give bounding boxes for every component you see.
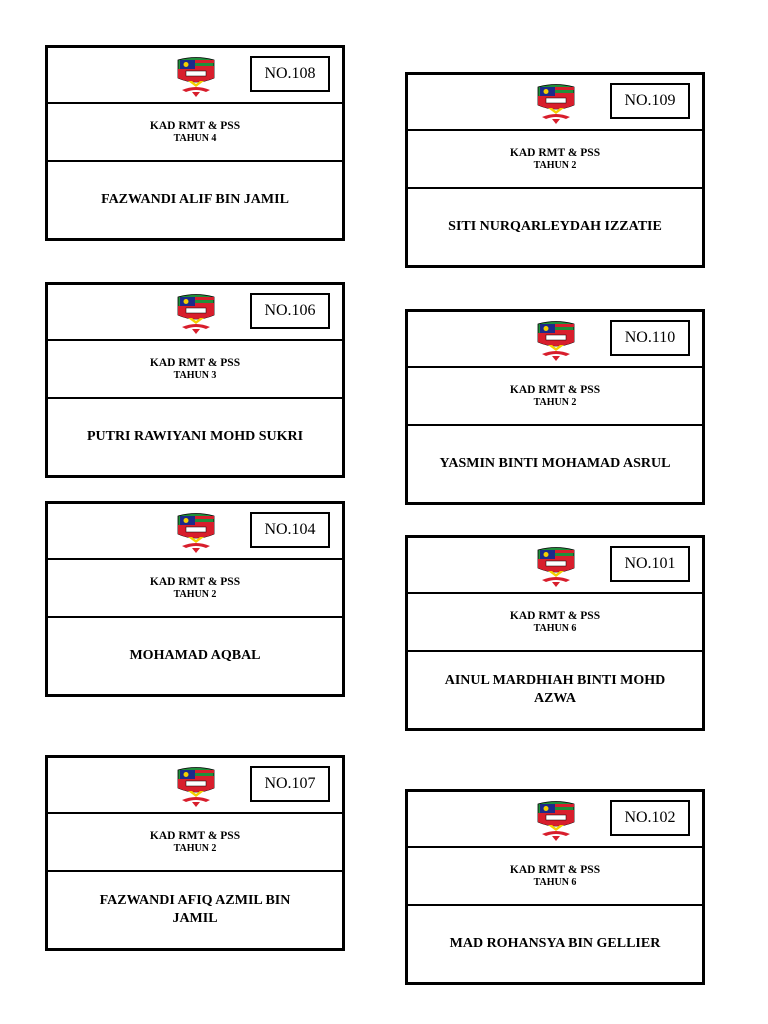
card-year: TAHUN 6	[533, 876, 577, 888]
card-title-block	[408, 848, 702, 906]
card-number: NO.101	[610, 546, 690, 582]
card-title: KAD RMT & PSS	[509, 863, 601, 876]
school-crest-icon	[532, 81, 580, 125]
card-header	[48, 285, 342, 341]
card-title: KAD RMT & PSS	[149, 356, 241, 369]
card-year: TAHUN 6	[533, 622, 577, 634]
student-card	[405, 789, 705, 985]
card-title: KAD RMT & PSS	[509, 383, 601, 396]
card-title: KAD RMT & PSS	[509, 609, 601, 622]
card-number: NO.108	[250, 56, 330, 92]
student-name: MOHAMAD AQBAL	[129, 647, 261, 663]
card-number: NO.109	[610, 83, 690, 119]
student-card	[45, 282, 345, 478]
school-crest-icon	[172, 510, 220, 554]
card-number: NO.107	[250, 766, 330, 802]
card-header	[48, 48, 342, 104]
school-crest-icon	[172, 291, 220, 335]
student-name: YASMIN BINTI MOHAMAD ASRUL	[439, 455, 671, 471]
student-card	[45, 45, 345, 241]
card-title-block	[408, 131, 702, 189]
card-header	[48, 758, 342, 814]
card-year: TAHUN 2	[533, 396, 577, 408]
card-number: NO.110	[610, 320, 690, 356]
student-name: FAZWANDI AFIQ AZMIL BIN JAMIL	[99, 892, 291, 926]
student-card	[405, 72, 705, 268]
card-title-block	[48, 104, 342, 162]
student-name: MAD ROHANSYA BIN GELLIER	[449, 935, 661, 951]
school-crest-icon	[532, 798, 580, 842]
student-name: SITI NURQARLEYDAH IZZATIE	[448, 218, 662, 234]
student-card	[45, 501, 345, 697]
card-title-block	[48, 814, 342, 872]
card-title: KAD RMT & PSS	[149, 119, 241, 132]
card-year: TAHUN 2	[533, 159, 577, 171]
student-card	[405, 535, 705, 731]
student-name: FAZWANDI ALIF BIN JAMIL	[101, 191, 289, 207]
card-header	[408, 538, 702, 594]
school-crest-icon	[532, 544, 580, 588]
card-title-block	[48, 341, 342, 399]
school-crest-icon	[532, 318, 580, 362]
card-header	[408, 75, 702, 131]
card-header	[408, 312, 702, 368]
card-title-block	[408, 368, 702, 426]
card-year: TAHUN 4	[173, 132, 217, 144]
card-header	[48, 504, 342, 560]
school-crest-icon	[172, 54, 220, 98]
student-card	[45, 755, 345, 951]
card-number: NO.106	[250, 293, 330, 329]
card-title: KAD RMT & PSS	[149, 575, 241, 588]
card-year: TAHUN 3	[173, 369, 217, 381]
student-name: AINUL MARDHIAH BINTI MOHD AZWA	[444, 672, 666, 706]
card-number: NO.102	[610, 800, 690, 836]
card-number: NO.104	[250, 512, 330, 548]
card-year: TAHUN 2	[173, 588, 217, 600]
card-year: TAHUN 2	[173, 842, 217, 854]
card-title: KAD RMT & PSS	[149, 829, 241, 842]
card-title: KAD RMT & PSS	[509, 146, 601, 159]
school-crest-icon	[172, 764, 220, 808]
card-title-block	[48, 560, 342, 618]
student-name: PUTRI RAWIYANI MOHD SUKRI	[86, 428, 304, 444]
card-title-block	[408, 594, 702, 652]
student-card	[405, 309, 705, 505]
card-header	[408, 792, 702, 848]
